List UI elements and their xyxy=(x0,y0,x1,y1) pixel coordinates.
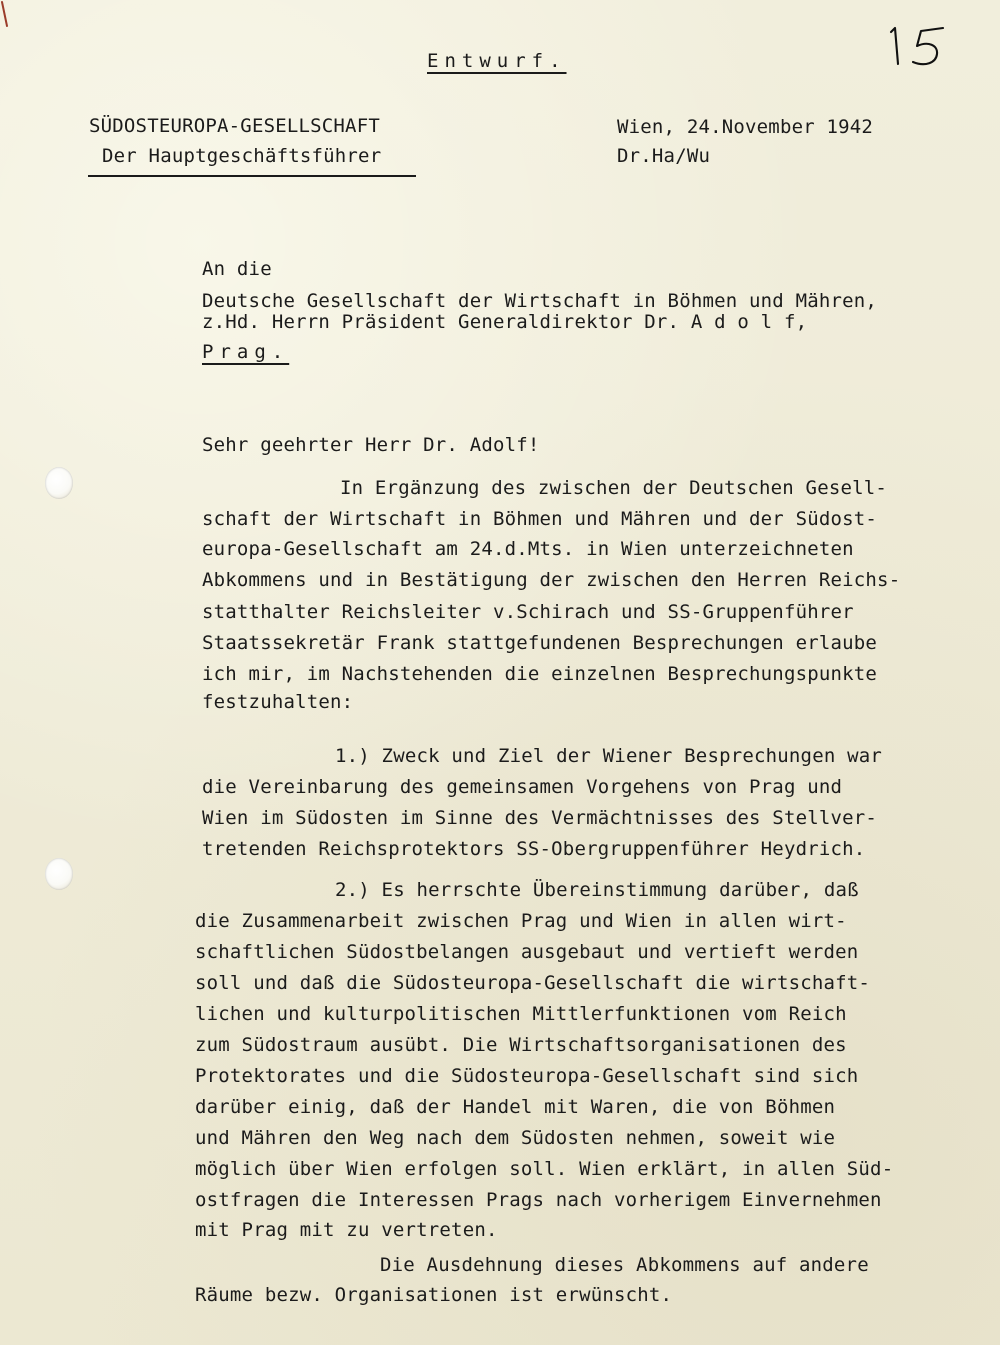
reference-code: Dr.Ha/Wu xyxy=(617,145,711,167)
sender-role: Der Hauptgeschäftsführer xyxy=(102,145,382,167)
point-1-line-4: tretenden Reichsprotektors SS-Obergruppenführer Heydrich. xyxy=(202,838,866,860)
point-2-line-10: möglich über Wien erfolgen soll. Wien erklärt, in allen Süd- xyxy=(195,1158,894,1180)
body-line-3: europa-Gesellschaft am 24.d.Mts. in Wien unterzeichneten xyxy=(202,538,854,560)
draft-heading: Entwurf. xyxy=(427,50,567,72)
punch-hole-top xyxy=(45,467,73,499)
handwritten-page-number xyxy=(885,22,947,68)
point-2-line-5: lichen und kulturpolitischen Mittlerfunktionen vom Reich xyxy=(195,1003,847,1025)
body-line-6: Staatssekretär Frank stattgefundenen Besprechungen erlaube xyxy=(202,632,878,654)
closing-line-1: Die Ausdehnung dieses Abkommens auf andere xyxy=(380,1254,869,1276)
point-1-line-1: 1.) Zweck und Ziel der Wiener Besprechungen war xyxy=(335,745,883,767)
punch-hole-bottom xyxy=(45,858,73,890)
point-2-line-2: die Zusammenarbeit zwischen Prag und Wien in allen wirt- xyxy=(195,910,847,932)
sender-underline-rule xyxy=(88,175,416,177)
point-2-line-11: ostfragen die Interessen Prags nach vorherigem Einvernehmen xyxy=(195,1189,882,1211)
corner-stain-mark xyxy=(0,0,12,40)
closing-line-2: Räume bezw. Organisationen ist erwünscht. xyxy=(195,1284,673,1306)
point-1-line-3: Wien im Südosten im Sinne des Vermächtnisses des Stellver- xyxy=(202,807,878,829)
body-line-1: In Ergänzung des zwischen der Deutschen Gesell- xyxy=(340,477,888,499)
recipient-line-3: z.Hd. Herrn Präsident Generaldirektor Dr. A d o l f, xyxy=(202,311,808,333)
point-2-line-12: mit Prag mit zu vertreten. xyxy=(195,1219,498,1241)
recipient-line-1: An die xyxy=(202,258,272,280)
recipient-city: Prag. xyxy=(202,341,290,363)
point-2-line-6: zum Südostraum ausübt. Die Wirtschaftsorganisationen des xyxy=(195,1034,847,1056)
point-2-line-7: Protektorates und die Südosteuropa-Gesellschaft sind sich xyxy=(195,1065,859,1087)
point-2-line-4: soll und daß die Südosteuropa-Gesellschaft die wirtschaft- xyxy=(195,972,871,994)
body-line-8: festzuhalten: xyxy=(202,691,354,713)
point-1-line-2: die Vereinbarung des gemeinsamen Vorgehens von Prag und xyxy=(202,776,843,798)
body-line-7: ich mir, im Nachstehenden die einzelnen Besprechungspunkte xyxy=(202,663,878,685)
point-2-line-9: und Mähren den Weg nach dem Südosten nehmen, soweit wie xyxy=(195,1127,836,1149)
sender-organization: SÜDOSTEUROPA-GESELLSCHAFT xyxy=(89,115,380,137)
recipient-line-2: Deutsche Gesellschaft der Wirtschaft in Böhmen und Mähren, xyxy=(202,290,878,312)
point-2-line-3: schaftlichen Südostbelangen ausgebaut und vertieft werden xyxy=(195,941,859,963)
point-2-line-8: darüber einig, daß der Handel mit Waren, die von Böhmen xyxy=(195,1096,836,1118)
body-line-2: schaft der Wirtschaft in Böhmen und Mähren und der Südost- xyxy=(202,508,878,530)
body-line-5: statthalter Reichsleiter v.Schirach und SS-Gruppenführer xyxy=(202,601,854,623)
salutation: Sehr geehrter Herr Dr. Adolf! xyxy=(202,434,540,456)
place-date: Wien, 24.November 1942 xyxy=(617,116,874,138)
body-line-4: Abkommens und in Bestätigung der zwischen den Herren Reichs- xyxy=(202,569,901,591)
point-2-line-1: 2.) Es herrschte Übereinstimmung darüber, daß xyxy=(335,879,859,901)
